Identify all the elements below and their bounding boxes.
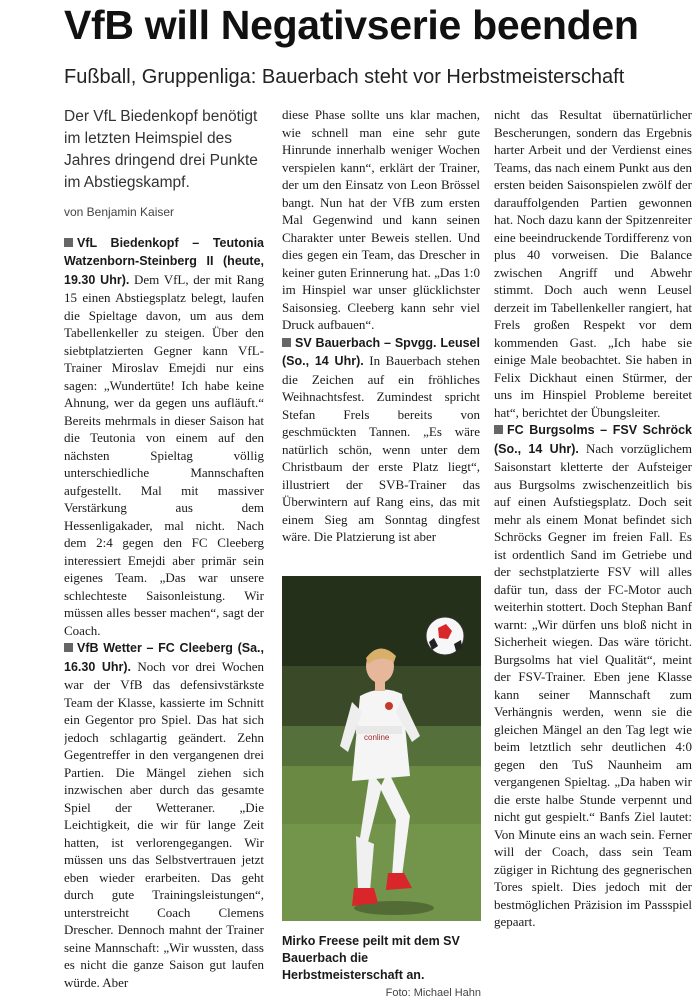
headline: VfB will Negativserie beenden: [64, 2, 639, 48]
column-2-text: diese Phase sollte uns klar machen, wie schnell man eine sehr gute Hinrunde innerhalb weniger Wochen verspielen kann“, erklärt der Trainer, der um den Einsatz von Leon Brössel bangt. Nun hat der VfB zum ersten Mal Gegenwind und kann seinen Charakter unter Beweis stellen. Und dies gegen ein Team, das Drescher in keiner guten Erinnerung hat. „Das 1:0 im Hinspiel war unser glücklichster Saisonsieg. Cleeberg kann sehr viel Druck aufbauen“.: [282, 107, 480, 332]
match-section-1: [64, 234, 264, 640]
square-bullet-icon: [494, 425, 503, 434]
match-text-3: In Bauerbach stehen die Zeichen auf ein fröhliches Weihnachtsfest. Zumindest spricht Stefan Frels bereits von geschmückten Tannen. „Es wäre natürlich schön, wenn unter dem Christbaum der erste Platz liegt“, illustriert der SVB-Trainer das Überwintern auf Rang eins, das mit einem Sieg am Sonntag dingfest wäre. Die Platzierung ist aber: [282, 353, 480, 544]
square-bullet-icon: [64, 238, 73, 247]
square-bullet-icon: [64, 643, 73, 652]
subline: Fußball, Gruppenliga: Bauerbach steht vor Herbstmeisterschaft: [64, 66, 625, 88]
article-column-2: [282, 106, 480, 572]
match-section-3: [282, 334, 480, 546]
caption-text: Mirko Freese peilt mit dem SV Bauerbach die Herbstmeisterschaft an.: [282, 934, 460, 982]
match-text-4: Nach vorzüglichem Saisonstart kletterte der Aufsteiger aus Burgsolms zwischenzeitlich bis auf einen Aufstiegsplatz. Doch seit mehr als einem Monat befindet sich Schröcks Gegner im freien Fall. Es ist ordentlich Sand im Getriebe und der sechstplatzierte FSV will alles dafür tun, dass der FC-Motor auch weiterhin stottert. Doch Stephan Banf warnt: „Wir dürfen uns bloß nicht in Sicherheit wiegen. Das wäre töricht. Burgsolms hat viel Qualität“, meint der FSV-Trainer. Eben jene Klasse kann seiner Mannschaft zum Verhängnis werden, wenn sie die gleichen Mängel an den Tag legt wie beim letztlich sehr deutlichen 4:0 gegen den TuS Naunheim am vergangenen Spieltag. „Da haben wir die erste halbe Stunde verpennt und nicht gut gespielt.“ Banfs Ziel lautet: Von Minute eins an wach sein. Ferner will der Coach, dass sein Team zügiger in Richtung des gegnerischen Tores spielt. Dies jedoch mit der bestmöglichen Präzision im Passspiel gepaart.: [494, 440, 692, 929]
match-title-3: SV Bauerbach – Spvgg. Leusel (So., 14 Uhr).: [282, 335, 480, 368]
photo-caption: [282, 933, 481, 1002]
soccer-ball-icon: [426, 617, 464, 655]
article-column-3: [494, 106, 692, 996]
player-photo-illustration: [282, 576, 481, 921]
column-3-text: nicht das Resultat übernatürlicher Bescherungen, sondern das Ergebnis harter Arbeit und der Verdienst eines Teams, das nach einem Punkt aus den ersten beiden Saisonspielen zwölf der darauffolgenden Partien gewonnen hat. Noch dazu kann der Spitzenreiter eine beeindruckende Tordifferenz von plus 40 vorweisen. Die Balance zwischen Angriff und Abwehr stimmt. Doch auch wenn Leusel derzeit im Tabellenkeller rangiert, hat Frels großen Respekt vor dem kommenden Gast. „Ich habe sie einige Male beobachtet. Sie haben in Felix Dickhaut einen Stürmer, der uns im Hinspiel Probleme bereitet hat“, berichtet der Übungsleiter.: [494, 107, 692, 420]
shirt-sponsor-text: conline: [364, 733, 390, 742]
match-text-1: Dem VfL, der mit Rang 15 einen Abstiegsplatz belegt, laufen die Spieltage davon, um aus dem Tabellenkeller zu steigen. Über den siebtplatzierten Gegner kann VfL-Trainer Miroslav Emejdi nur eins sagen: „Wundertüte! Ich habe keine Ahnung, wer da gegen uns aufläuft.“ Bereits mehrmals in dieser Saison hat die Teutonia von einem auf den nächsten Spieltag völlig unterschiedliche Mannschaften aufgestellt. Mal mit massiver Verstärkung aus dem Hessenligakader, mal nicht. Nach dem 2:4 gegen den FC Cleeberg interessiert Emejdi aber primär sein eigenes Team. „Das war unsere schlechteste Saisonleistung. Wir müssen alles besser machen“, sagt der Coach.: [64, 271, 264, 638]
player-photo: [282, 576, 481, 921]
match-section-2: [64, 639, 264, 991]
match-section-4: [494, 421, 692, 931]
teaser: Der VfL Biedenkopf benötigt im letzten Heimspiel des Jahres dringend drei Punkte im Abstiegskampf.: [64, 108, 258, 191]
square-bullet-icon: [282, 338, 291, 347]
match-title-4: FC Burgsolms – FSV Schröck (So., 14 Uhr).: [494, 423, 692, 456]
article-column-1: [64, 106, 264, 996]
photo-credit: Foto: Michael Hahn: [385, 987, 481, 999]
match-title-1: VfL Biedenkopf – Teutonia Watzenborn-Steinberg II (heute, 19.30 Uhr).: [64, 235, 264, 287]
match-title-2: VfB Wetter – FC Cleeberg (Sa., 16.30 Uhr).: [64, 641, 264, 674]
match-text-2: Noch vor drei Wochen war der VfB das defensivstärkste Team der Klasse, kassierte im Schnitt ein Gegentor pro Spiel. Das hat sich jedoch schlagartig geändert. Zehn Gegentreffer in den vergangenen drei Partien. Die Mängel ziehen sich inzwischen aber durch das gesamte Spiel der Wetteraner. „Die Leichtigkeit, die wir für lange Zeit hatten, ist verlorengegangen. Wir müssen uns das Selbstvertrauen jetzt eben wieder erarbeiten. Das geht durch gute Trainingsleistungen“, unterstreicht Coach Clemens Drescher. Dennoch mahnt der Trainer seine Mannschaft: „Wir wussten, dass es nicht die ganze Saison gut laufen würde. Aber: [64, 658, 264, 990]
author-byline: von Benjamin Kaiser: [64, 205, 175, 219]
